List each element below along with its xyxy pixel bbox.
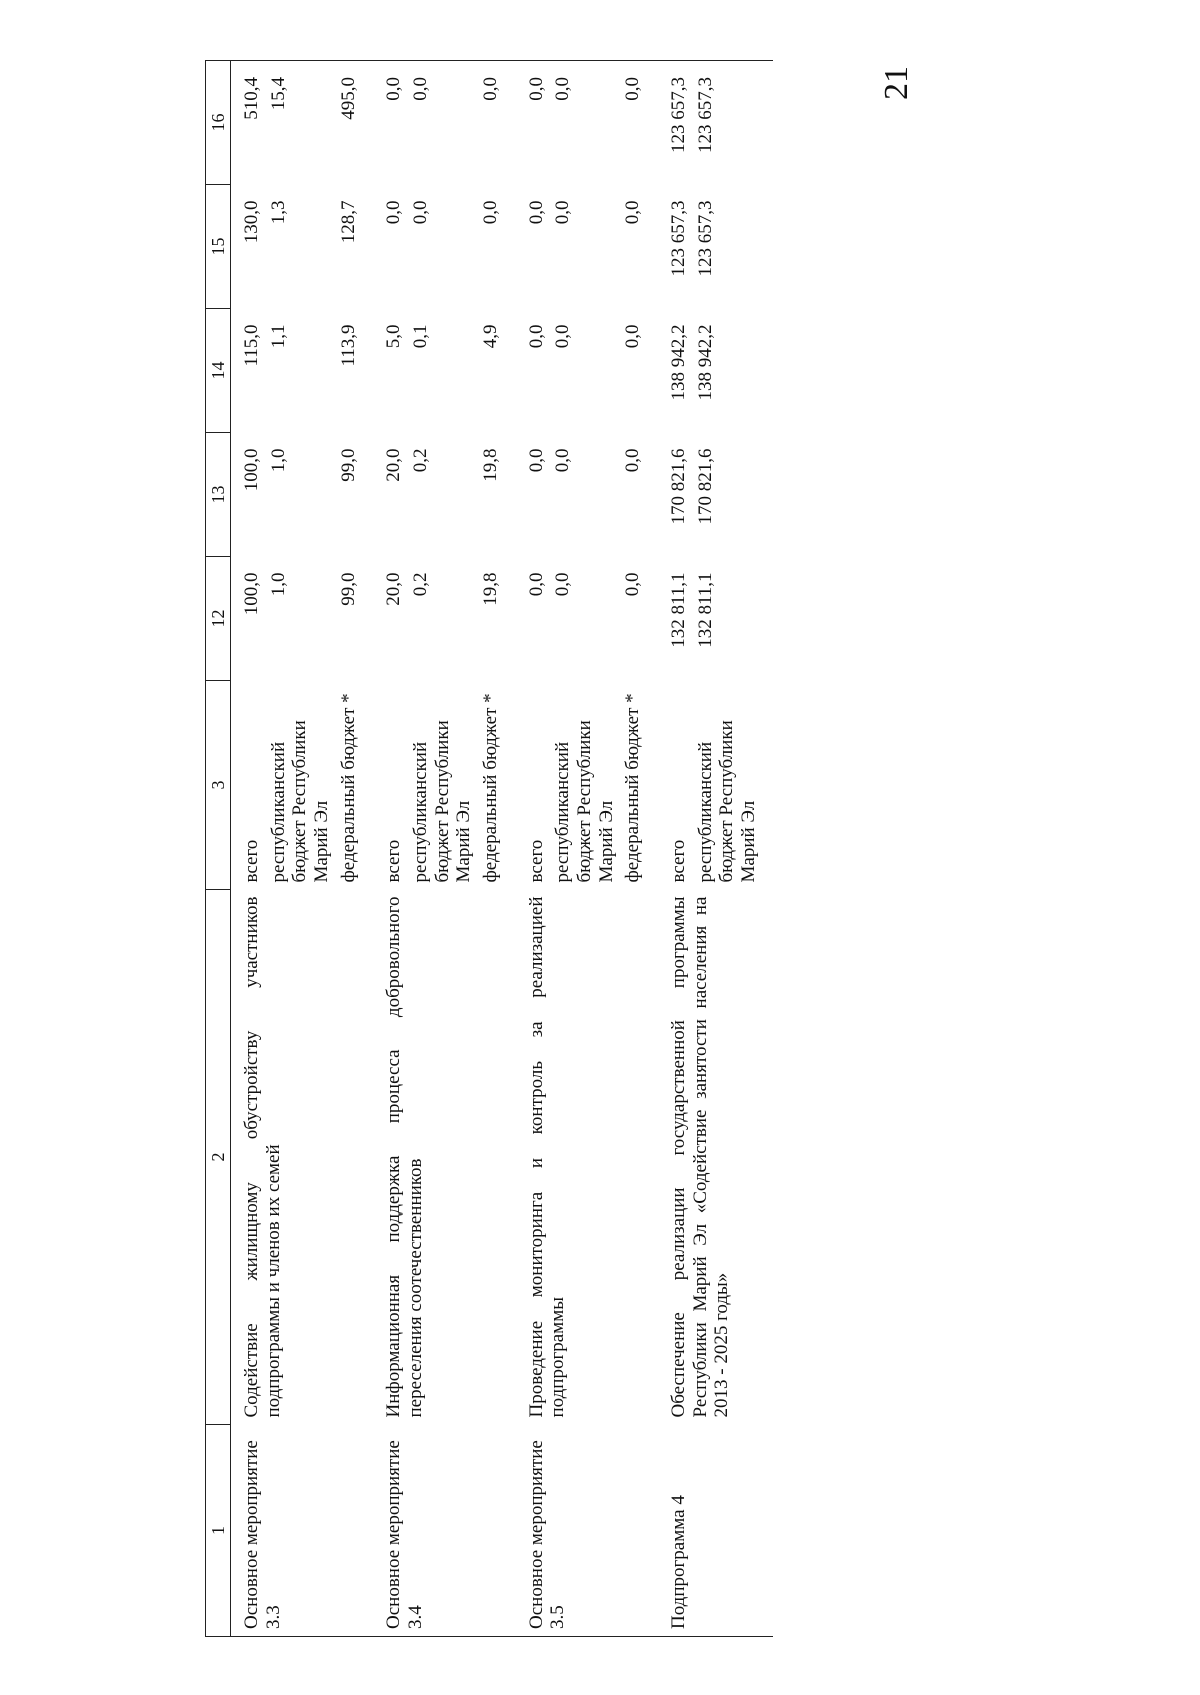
amount-cell: 132 811,1: [694, 572, 716, 648]
funding-source: республиканский бюджет Республики Марий Эл: [409, 720, 475, 883]
amount-cell: 0,0: [552, 324, 574, 349]
amount-cell: 1,3: [267, 200, 289, 225]
table-row: [658, 61, 690, 1637]
amount-cell: 100,0: [241, 448, 262, 492]
amount-cell: 1,0: [267, 572, 289, 597]
amount-cell: 19,8: [479, 448, 501, 482]
amount-cell: 100,0: [241, 572, 262, 616]
amount-cell: 0,0: [525, 324, 547, 349]
table-body: [231, 61, 774, 1637]
amount-cell: 0,0: [552, 572, 574, 597]
funding-source: республиканский бюджет Республики Марий Эл: [267, 720, 332, 883]
header-cell-col-2: 2: [206, 890, 231, 1425]
amount-cell: 5,0: [383, 324, 405, 349]
budget-table: [205, 60, 773, 1637]
funding-source: федеральный бюджет *: [337, 693, 359, 883]
funding-source: всего: [383, 839, 405, 883]
amount-cell: 4,9: [479, 324, 501, 349]
group-description: Обеспечение реализации государственной программы Республики Марий Эл «Содействие занятости населения на 2013 - 2025 годы»: [667, 896, 733, 1418]
funding-source: федеральный бюджет *: [622, 693, 644, 883]
group-title: Основное мероприятие 3.4: [373, 1425, 515, 1637]
table-header: [206, 61, 231, 1637]
amount-cell: 19,8: [479, 572, 501, 606]
amount-cell: 0,0: [525, 448, 547, 473]
table-row: [231, 61, 263, 1637]
header-cell-col-16: 16: [206, 61, 231, 185]
table-row: [516, 61, 548, 1637]
group-title: Подпрограмма 4: [658, 1425, 774, 1637]
group-title: Основное мероприятие 3.5: [516, 1425, 658, 1637]
amount-cell: 138 942,2: [667, 324, 689, 401]
amount-cell: 0,2: [409, 572, 431, 597]
amount-cell: 495,0: [333, 61, 374, 185]
amount-cell: 0,0: [479, 200, 501, 225]
amount-cell: 130,0: [241, 200, 262, 244]
amount-cell: 123 657,3: [694, 200, 716, 277]
header-cell-col-13: 13: [206, 433, 231, 557]
amount-cell: 0,0: [405, 61, 475, 185]
amount-cell: 510,4: [231, 61, 263, 185]
amount-cell: 0,0: [525, 572, 547, 597]
header-cell-col-15: 15: [206, 185, 231, 309]
funding-source: республиканский бюджет Республики Марий Эл: [694, 720, 759, 883]
funding-source: всего: [525, 839, 547, 883]
header-cell-col-3: 3: [206, 681, 231, 890]
header-row: [206, 61, 231, 1637]
amount-cell: 1,1: [267, 324, 289, 349]
header-cell-col-12: 12: [206, 557, 231, 681]
amount-cell: 132 811,1: [667, 572, 689, 648]
amount-cell: 99,0: [337, 572, 359, 606]
amount-cell: 0,0: [409, 200, 431, 225]
amount-cell: 20,0: [383, 448, 405, 482]
amount-cell: 0,1: [409, 324, 431, 349]
group-description: Информационная поддержка процесса добровольного переселения соотечественников: [383, 896, 426, 1418]
amount-cell: 0,0: [622, 448, 644, 473]
amount-cell: 0,0: [525, 200, 547, 225]
amount-cell: 0,2: [409, 448, 431, 473]
amount-cell: 113,9: [337, 324, 359, 367]
amount-cell: 0,0: [516, 61, 548, 185]
amount-cell: 20,0: [383, 572, 405, 606]
amount-cell: 123 657,3: [690, 61, 774, 185]
amount-cell: 0,0: [552, 448, 574, 473]
amount-cell: 138 942,2: [694, 324, 716, 401]
amount-cell: 170 821,6: [694, 448, 716, 525]
funding-source: федеральный бюджет *: [479, 693, 501, 883]
amount-cell: 0,0: [617, 61, 658, 185]
amount-cell: 0,0: [552, 200, 574, 225]
funding-source: республиканский бюджет Республики Марий Эл: [552, 720, 617, 883]
funding-source: всего: [241, 839, 262, 883]
funding-source: всего: [667, 839, 689, 883]
table-row: [373, 61, 405, 1637]
amount-cell: 115,0: [241, 324, 262, 367]
header-cell-col-1: 1: [206, 1425, 231, 1637]
amount-cell: 0,0: [622, 324, 644, 349]
amount-cell: 123 657,3: [658, 61, 690, 185]
page-number: 21: [878, 66, 915, 100]
amount-cell: 99,0: [337, 448, 359, 482]
amount-cell: 0,0: [383, 200, 405, 225]
amount-cell: 15,4: [263, 61, 333, 185]
amount-cell: 128,7: [337, 200, 359, 244]
amount-cell: 1,0: [267, 448, 289, 473]
amount-cell: 0,0: [622, 200, 644, 225]
header-cell-col-14: 14: [206, 309, 231, 433]
amount-cell: 0,0: [622, 572, 644, 597]
amount-cell: 123 657,3: [667, 200, 689, 277]
group-description: Проведение мониторинга и контроль за реализацией подпрограммы: [525, 896, 569, 1418]
amount-cell: 0,0: [373, 61, 405, 185]
amount-cell: 0,0: [547, 61, 617, 185]
amount-cell: 170 821,6: [667, 448, 689, 525]
group-description: Содействие жилищному обустройству участников подпрограммы и членов их семей: [241, 896, 284, 1418]
rotated-page-content: [205, 60, 995, 1637]
amount-cell: 0,0: [475, 61, 516, 185]
group-title: Основное мероприятие 3.3: [231, 1425, 374, 1637]
